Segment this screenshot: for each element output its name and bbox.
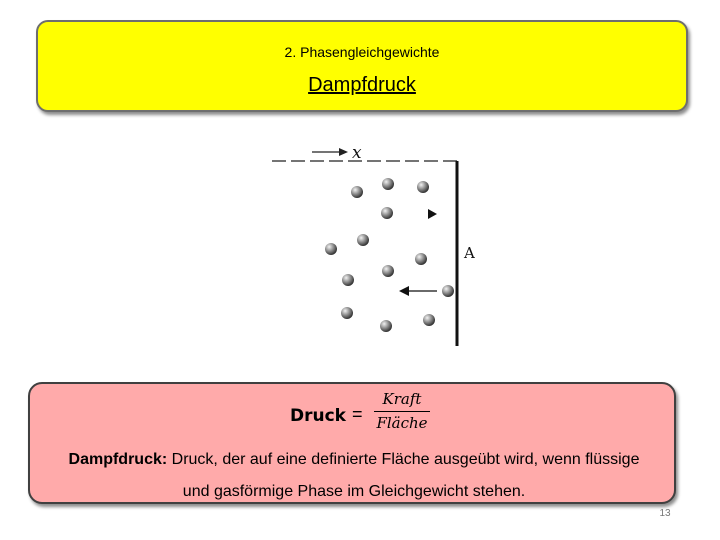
molecule <box>380 320 392 332</box>
definition-body: Druck, der auf eine definierte Fläche ausgeübt wird, wenn flüssige und gasförmige Phase im Gleichgewicht stehen. <box>167 451 640 500</box>
molecule <box>382 265 394 277</box>
molecule <box>351 186 363 198</box>
definition-term: Dampfdruck: <box>68 451 168 468</box>
formula-numerator: Kraft <box>382 390 422 408</box>
molecules <box>325 178 454 332</box>
formula-lhs: Druck <box>290 406 346 426</box>
definition-text <box>64 444 644 508</box>
page-number: 13 <box>659 508 671 519</box>
molecule <box>382 178 394 190</box>
direction-arrowhead <box>428 209 437 219</box>
formula-fraction <box>374 390 430 432</box>
distance-label: x <box>352 143 362 163</box>
molecule <box>417 181 429 193</box>
molecule <box>381 207 393 219</box>
molecule <box>442 285 454 297</box>
distance-arrow-head <box>339 148 348 156</box>
formula-denominator: Fläche <box>376 414 428 432</box>
molecule <box>357 234 369 246</box>
molecule <box>325 243 337 255</box>
definition-box <box>28 382 676 504</box>
molecule <box>415 253 427 265</box>
molecule <box>341 307 353 319</box>
wall-area-label: A <box>464 244 475 262</box>
rebound-arrow-head <box>399 286 409 296</box>
molecule <box>423 314 435 326</box>
fraction-bar <box>374 411 430 412</box>
page-title: Dampfdruck <box>308 74 416 96</box>
formula-equals: = <box>352 404 363 424</box>
section-kicker: 2. Phasengleichgewichte <box>284 44 440 60</box>
molecule <box>342 274 354 286</box>
pressure-formula <box>290 390 450 442</box>
